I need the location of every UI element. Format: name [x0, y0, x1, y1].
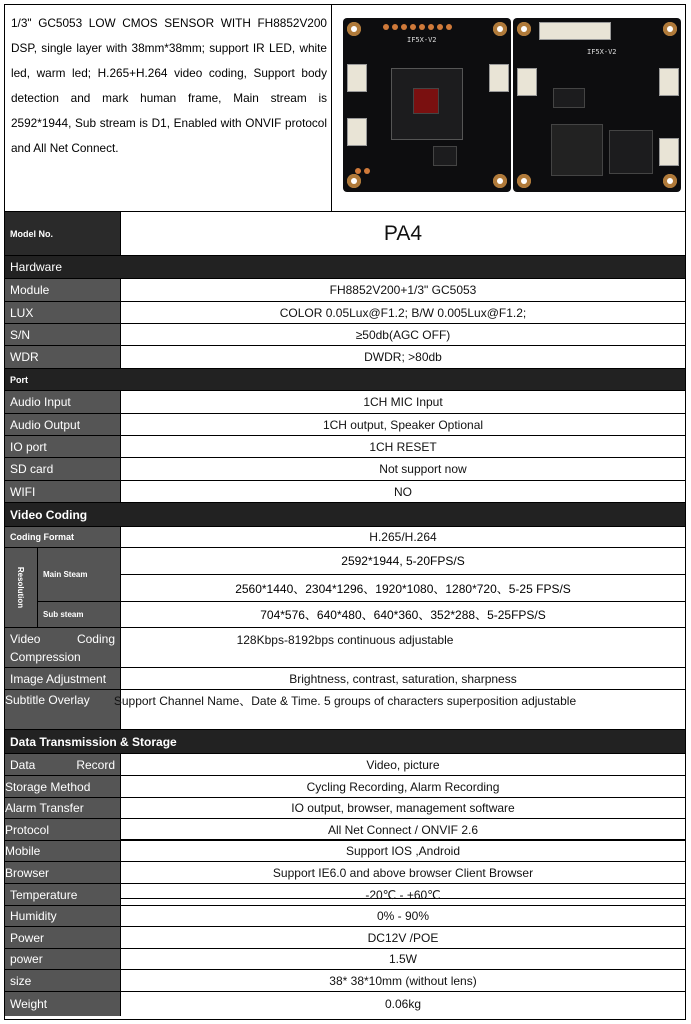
spec-row: Temperature -20℃ - +60℃	[5, 884, 685, 906]
section-storage: Data Transmission & Storage	[5, 730, 685, 754]
silk-label-left: IF5X-V2	[407, 36, 437, 44]
main-stream-label: Main Steam	[38, 548, 120, 602]
spec-row: Module FH8852V200+1/3" GC5053	[5, 279, 685, 302]
spec-row: Image Adjustment Brightness, contrast, saturation, sharpness	[5, 668, 685, 690]
spec-row: Audio Input 1CH MIC Input	[5, 391, 685, 414]
spec-sheet	[4, 4, 686, 1020]
spec-row: Audio Output 1CH output, Speaker Optional	[5, 414, 685, 436]
spec-row: Storage Method Cycling Recording, Alarm Recording	[5, 776, 685, 798]
spec-row: LUX COLOR 0.05Lux@F1.2; B/W 0.005Lux@F1.2;	[5, 302, 685, 324]
spec-row: size 38* 38*10mm (without lens)	[5, 970, 685, 992]
spec-row: Browser Support IE6.0 and above browser Client Browser	[5, 862, 685, 884]
spec-row: Mobile Support IOS ,Android	[5, 841, 685, 862]
sub-stream-label: Sub steam	[38, 602, 120, 627]
product-description: 1/3" GC5053 LOW CMOS SENSOR WITH FH8852V200 DSP, single layer with 38mm*38mm; support IR LED, white led, warm led; H.265+H.264 video coding, Support body detection and mark human frame, Main stream is 2592*1944, Sub stream is D1, Enabled with ONVIF protocol and All Net Connect.	[5, 5, 332, 211]
model-row	[5, 212, 685, 256]
main-stream-value: 2560*1440、2304*1296、1920*1080、1280*720、5-25 FPS/S	[121, 575, 685, 602]
board-photo	[333, 5, 685, 211]
spec-row: Humidity 0% - 90%	[5, 906, 685, 927]
spec-table	[5, 212, 685, 1016]
model-value: PA4	[383, 221, 423, 245]
section-hardware: Hardware	[5, 256, 685, 279]
model-label: Model No.	[5, 212, 121, 255]
section-port: Port	[5, 369, 685, 391]
spec-row: Protocol All Net Connect / ONVIF 2.6	[5, 819, 685, 841]
header-block	[5, 5, 685, 212]
spec-row: Alarm Transfer IO output, browser, management software	[5, 798, 685, 819]
spec-row: power 1.5W	[5, 949, 685, 970]
resolution-block	[5, 548, 685, 628]
data-record-row: Data Record Video, picture	[5, 754, 685, 776]
subtitle-row: Subtitle Overlay Support Channel Name、Date & Time. 5 groups of characters superposition adjustable	[5, 690, 685, 730]
resolution-label: Resolution	[16, 566, 26, 609]
spec-row: IO port 1CH RESET	[5, 436, 685, 458]
compression-row: Video Coding Compression 128Kbps-8192bps continuous adjustable	[5, 628, 685, 668]
spec-row: S/N ≥50db(AGC OFF)	[5, 324, 685, 346]
spec-row: Power DC12V /POE	[5, 927, 685, 949]
spec-row: WIFI NO	[5, 481, 685, 503]
sub-stream-value: 704*576、640*480、640*360、352*288、5-25FPS/S	[260, 608, 546, 622]
coding-format-row: Coding Format H.265/H.264	[5, 527, 685, 548]
pcb-back-image	[513, 18, 681, 192]
main-stream-value: 2592*1944, 5-20FPS/S	[121, 548, 685, 575]
section-video-coding: Video Coding	[5, 503, 685, 527]
spec-row: WDR DWDR; >80db	[5, 346, 685, 369]
silk-label-right: IF5X-V2	[587, 48, 617, 56]
spec-row: SD card Not support now	[5, 458, 685, 481]
spec-row: Weight 0.06kg	[5, 992, 685, 1016]
pcb-front-image	[343, 18, 511, 192]
